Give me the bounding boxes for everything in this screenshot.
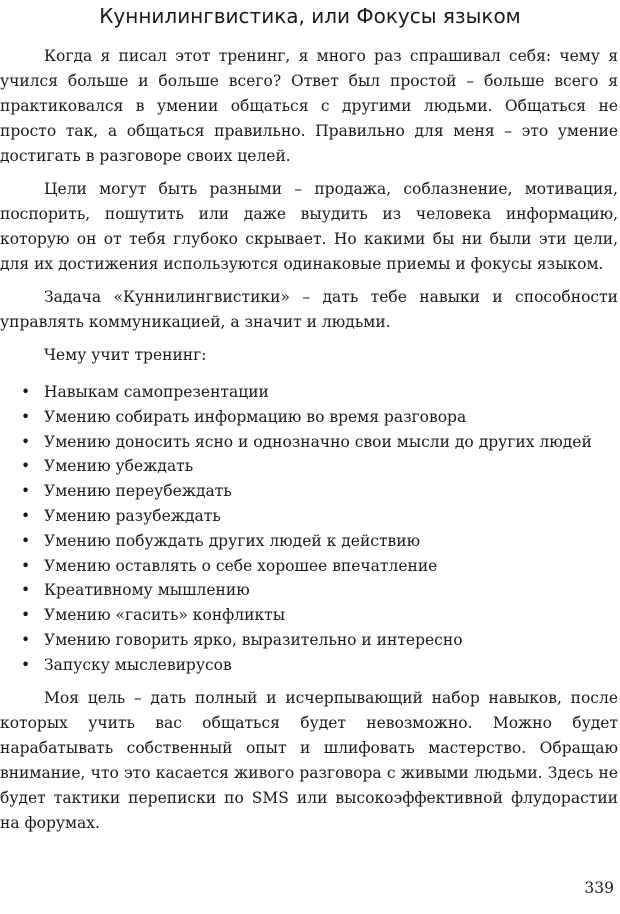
bullet-icon: • — [21, 457, 31, 476]
bullet-icon: • — [21, 407, 31, 426]
list-item — [0, 454, 618, 479]
list-item-text: Умению «гасить» конфликты — [44, 606, 286, 625]
list-item — [0, 430, 618, 455]
bullet-icon: • — [21, 581, 31, 600]
list-item-text: Креативному мышлению — [44, 581, 250, 600]
paragraph-3: Задача «Куннилингвистики» – дать тебе навыки и способности управлять коммуникацией, а значит и людьми. — [0, 288, 618, 331]
list-item-text: Запуску мыслевирусов — [44, 655, 232, 674]
list-item-text: Умению убеждать — [44, 457, 194, 476]
list-item-text: Умению говорить ярко, выразительно и интересно — [44, 630, 463, 649]
list-item — [0, 653, 618, 678]
bullet-icon: • — [21, 531, 31, 550]
paragraph-2: Цели могут быть разными – продажа, соблазнение, мотивация, поспорить, пошутить или даже выудить из человека информацию, которую он от тебя глубоко скрывает. Но какими бы ни были эти цели, для их достижения используются одинаковые приемы и фокусы языком. — [0, 180, 618, 273]
list-item — [0, 504, 618, 529]
page-number: 339 — [584, 879, 614, 897]
paragraph-1: Когда я писал этот тренинг, я много раз спрашивал себя: чему я учился больше и больше всего? Ответ был простой – больше всего я практиковался в умении общаться с другими людьми. Общаться не просто так, а общаться правильно. Правильно для меня – это умение достигать в разговоре своих целей. — [0, 47, 618, 165]
list-item-text: Умению доносить ясно и однозначно свои мысли до других людей — [44, 432, 592, 451]
bullet-icon: • — [21, 606, 31, 625]
list-item — [0, 380, 618, 405]
list-item-text: Умению оставлять о себе хорошее впечатление — [44, 556, 438, 575]
bullet-icon: • — [21, 655, 31, 674]
list-item — [0, 529, 618, 554]
skills-list — [0, 380, 618, 678]
list-item — [0, 554, 618, 579]
list-item-text: Умению разубеждать — [44, 506, 221, 525]
list-item-text: Умению переубеждать — [44, 482, 232, 501]
bullet-icon: • — [21, 506, 31, 525]
list-item-text: Навыкам самопрезентации — [44, 383, 269, 401]
list-item — [0, 628, 618, 653]
bullet-icon: • — [21, 482, 31, 501]
list-item — [0, 479, 618, 504]
list-item-text: Умению побуждать других людей к действию — [44, 531, 421, 550]
bullet-icon: • — [21, 556, 31, 575]
list-item — [0, 405, 618, 430]
bullet-icon: • — [21, 383, 31, 401]
page-body — [0, 44, 618, 836]
list-intro: Чему учит тренинг: — [44, 346, 207, 364]
list-item — [0, 603, 618, 628]
list-item — [0, 578, 618, 603]
chapter-title: Куннилингвистика, или Фокусы языком — [99, 4, 521, 28]
bullet-icon: • — [21, 432, 31, 451]
bullet-icon: • — [21, 630, 31, 649]
closing-paragraph: Моя цель – дать полный и исчерпывающий набор навыков, после которых учить вас общаться будет невозможно. Можно будет нарабатывать собственный опыт и шлифовать мастерство. Обращаю внимание, что это касается живого разговора с живыми людьми. Здесь не будет тактики переписки по SMS или высокоэффективной флудорастии на форумах. — [0, 688, 618, 832]
list-item-text: Умению собирать информацию во время разговора — [44, 407, 467, 426]
